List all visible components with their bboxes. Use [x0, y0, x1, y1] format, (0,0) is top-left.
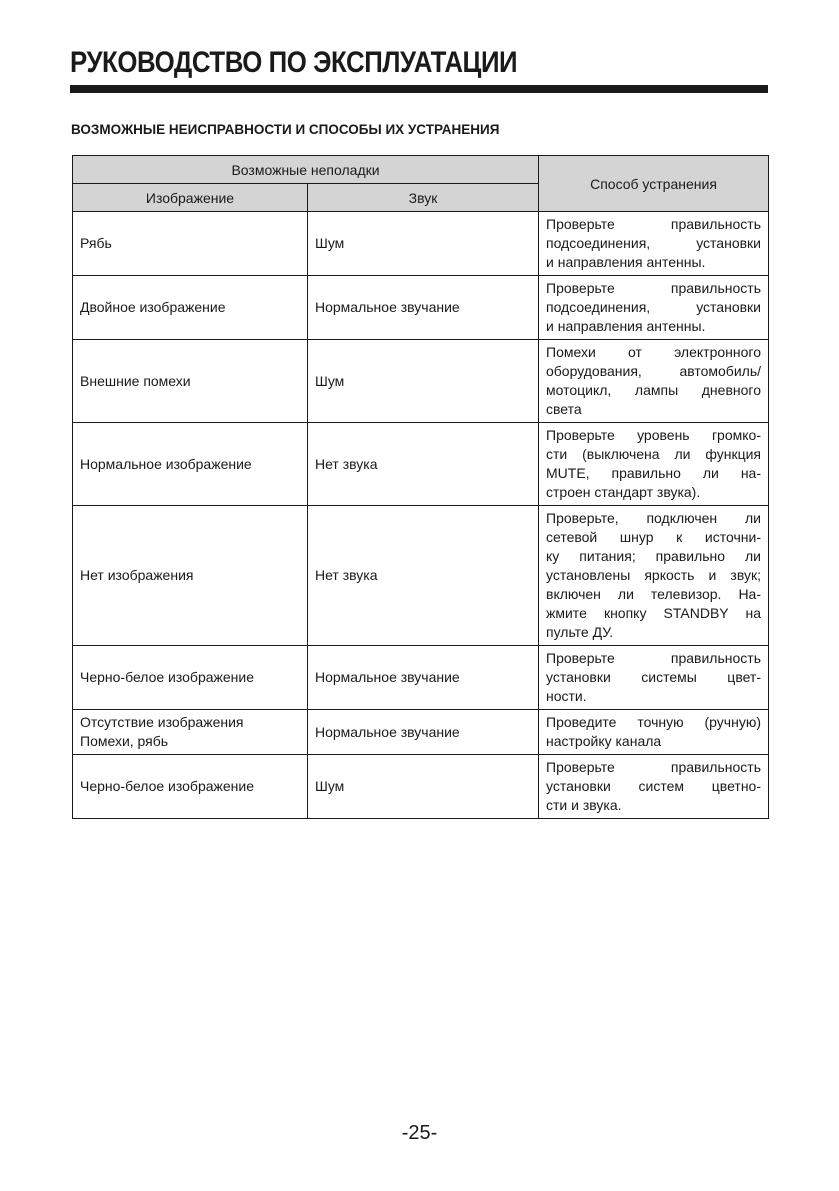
solution-line: включен ли телевизор. На- [546, 586, 761, 602]
sound-symptom-cell: Нет звука [308, 506, 539, 646]
troubleshooting-table [72, 155, 769, 819]
solution-line: Проверьте уровень громко- [546, 427, 761, 443]
solution-line: подсоединения, установки [546, 235, 761, 251]
solution-line: жмите кнопку STANDBY на [546, 605, 761, 621]
solution-line: мотоцикл, лампы дневного [546, 382, 761, 398]
page-number: -25- [401, 1122, 438, 1144]
col-header-sound: Звук [308, 184, 539, 212]
solution-line: пульте ДУ. [546, 624, 614, 640]
image-symptom-line: Черно-белое изображение [80, 669, 255, 685]
table-row [73, 276, 769, 340]
solution-line: Проверьте, подключен ли [546, 510, 761, 526]
sound-symptom-cell: Нормальное звучание [308, 646, 539, 710]
table-row [73, 755, 769, 819]
solution-line: Помехи от электронного [546, 344, 761, 360]
image-symptom-cell [73, 710, 308, 755]
col-header-image: Изображение [73, 184, 308, 212]
solution-cell [539, 646, 769, 710]
solution-cell [539, 276, 769, 340]
table-row [73, 212, 769, 276]
solution-line: установки систем цветно- [546, 778, 761, 794]
solution-cell [539, 212, 769, 276]
solution-line: подсоединения, установки [546, 299, 761, 315]
table-row [73, 710, 769, 755]
sound-symptom-cell: Нормальное звучание [308, 276, 539, 340]
solution-line: ку питания; правильно ли [546, 548, 761, 564]
solution-cell [539, 755, 769, 819]
image-symptom-line: Отсутствие изображения [80, 714, 244, 730]
solution-line: оборудования, автомобиль/ [546, 363, 761, 379]
solution-cell [539, 506, 769, 646]
section-heading: ВОЗМОЖНЫЕ НЕИСПРАВНОСТИ И СПОСОБЫ ИХ УСТРАНЕНИЯ [71, 122, 500, 137]
solution-line: Проверьте правильность [546, 759, 761, 775]
image-symptom-line: Нет изображения [80, 567, 194, 583]
solution-line: ности. [546, 688, 587, 704]
solution-cell [539, 710, 769, 755]
solution-line: сти (выключена ли функция [546, 446, 761, 462]
solution-line: Проверьте правильность [546, 280, 761, 296]
group-header: Возможные неполадки [73, 156, 539, 184]
image-symptom-cell [73, 340, 308, 423]
solution-line: света [546, 401, 582, 417]
sound-symptom-cell: Нормальное звучание [308, 710, 539, 755]
solution-line: Проверьте правильность [546, 650, 761, 666]
col-header-solution: Способ устранения [539, 156, 769, 212]
solution-line: настройку канала [546, 733, 662, 749]
image-symptom-cell [73, 276, 308, 340]
image-symptom-cell [73, 506, 308, 646]
solution-line: Проведите точную (ручную) [546, 714, 761, 730]
solution-cell [539, 340, 769, 423]
image-symptom-line: Внешние помехи [80, 372, 191, 389]
sound-symptom-cell: Шум [308, 755, 539, 819]
image-symptom-line: Черно-белое изображение [80, 778, 255, 794]
image-symptom-line: Нормальное изображение [80, 455, 252, 472]
solution-line: Проверьте правильность [546, 216, 761, 232]
image-symptom-cell [73, 212, 308, 276]
solution-line: установлены яркость и звук; [546, 567, 761, 583]
image-symptom-line: Двойное изображение [80, 299, 226, 315]
table-row [73, 506, 769, 646]
page-title: РУКОВОДСТВО ПО ЭКСПЛУАТАЦИИ [70, 46, 518, 79]
table-row [73, 340, 769, 423]
table-row [73, 646, 769, 710]
solution-line: установки системы цвет- [546, 669, 761, 685]
sound-symptom-cell: Нет звука [308, 423, 539, 506]
solution-line: сти и звука. [546, 797, 622, 813]
solution-line: строен стандарт звука). [546, 484, 701, 500]
solution-line: MUTE, правильно ли на- [546, 465, 761, 481]
title-divider [70, 85, 768, 93]
sound-symptom-cell: Шум [308, 340, 539, 423]
image-symptom-cell [73, 755, 308, 819]
image-symptom-line: Рябь [80, 235, 112, 251]
image-symptom-cell [73, 646, 308, 710]
image-symptom-line: Помехи, рябь [80, 733, 169, 749]
solution-line: сетевой шнур к источни- [546, 529, 761, 545]
solution-line: и направления антенны. [546, 254, 706, 270]
table-row [73, 423, 769, 506]
image-symptom-cell [73, 423, 308, 506]
sound-symptom-cell: Шум [308, 212, 539, 276]
solution-line: и направления антенны. [546, 318, 706, 334]
solution-cell [539, 423, 769, 506]
